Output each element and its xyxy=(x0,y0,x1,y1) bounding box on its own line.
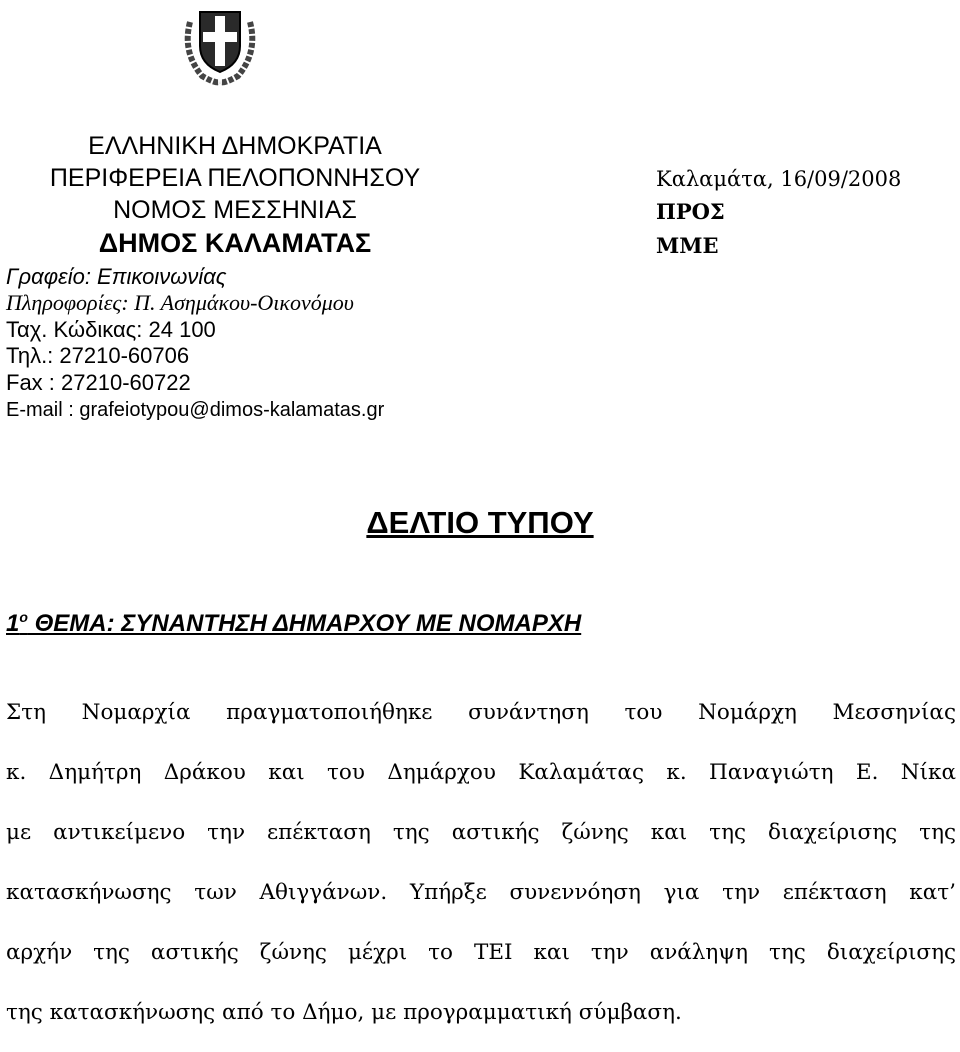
body-line: κατασκήνωσης των Αθιγγάνων. Υπήρξε συνεννόηση για την επέκταση κατ’ xyxy=(6,880,956,905)
office-line: Γραφείο: Επικοινωνίας xyxy=(6,264,227,289)
date-line: Καλαμάτα, 16/09/2008 xyxy=(656,167,902,191)
to-recipient: ΜΜΕ xyxy=(656,233,719,258)
to-label: ΠΡΟΣ xyxy=(656,199,725,224)
issuer-header xyxy=(0,130,470,260)
header-region: ΠΕΡΙΦΕΡΕΙΑ ΠΕΛΟΠΟΝΝΗΣΟΥ xyxy=(49,164,421,192)
body-line: αρχήν της αστικής ζώνης μέχρι το ΤΕΙ και την ανάληψη της διαχείρισης xyxy=(6,940,956,965)
page-title: ΔΕΛΤΙΟ ΤΥΠΟΥ xyxy=(366,505,594,540)
header-republic: ΕΛΛΗΝΙΚΗ ΔΗΜΟΚΡΑΤΙΑ xyxy=(88,132,382,160)
body-line: της κατασκήνωσης από το Δήμο, με προγραμματική σύμβαση. xyxy=(6,1000,682,1025)
body-paragraph xyxy=(6,683,956,1043)
greek-coat-of-arms-icon xyxy=(180,2,260,86)
fax-line: Fax : 27210-60722 xyxy=(6,370,191,395)
body-line: Στη Νομαρχία πραγματοποιήθηκε συνάντηση του Νομάρχη Μεσσηνίας xyxy=(6,700,956,725)
header-prefecture: ΝΟΜΟΣ ΜΕΣΣΗΝΙΑΣ xyxy=(113,196,357,224)
subject-ordinal: ο xyxy=(19,609,28,625)
phone-line: Τηλ.: 27210-60706 xyxy=(6,343,190,368)
email-line: E-mail : grafeiotypou@dimos-kalamatas.gr xyxy=(6,399,385,421)
subject-number: 1 xyxy=(6,610,20,637)
body-line: κ. Δημήτρη Δράκου και του Δημάρχου Καλαμάτας κ. Παναγιώτη Ε. Νίκα xyxy=(6,760,956,785)
subject-line xyxy=(6,609,581,638)
body-line: με αντικείμενο την επέκταση της αστικής ζώνης και της διαχείρισης της xyxy=(6,820,956,845)
postal-code-line: Ταχ. Κώδικας: 24 100 xyxy=(6,317,216,342)
info-line: Πληροφορίες: Π. Ασημάκου-Οικονόμου xyxy=(6,290,354,315)
recipient-block xyxy=(656,163,901,263)
header-municipality: ΔΗΜΟΣ ΚΑΛΑΜΑΤΑΣ xyxy=(98,228,372,258)
subject-text: ΘΕΜΑ: ΣΥΝΑΝΤΗΣΗ ΔΗΜΑΡΧΟΥ ΜΕ ΝΟΜΑΡΧΗ xyxy=(27,610,582,637)
